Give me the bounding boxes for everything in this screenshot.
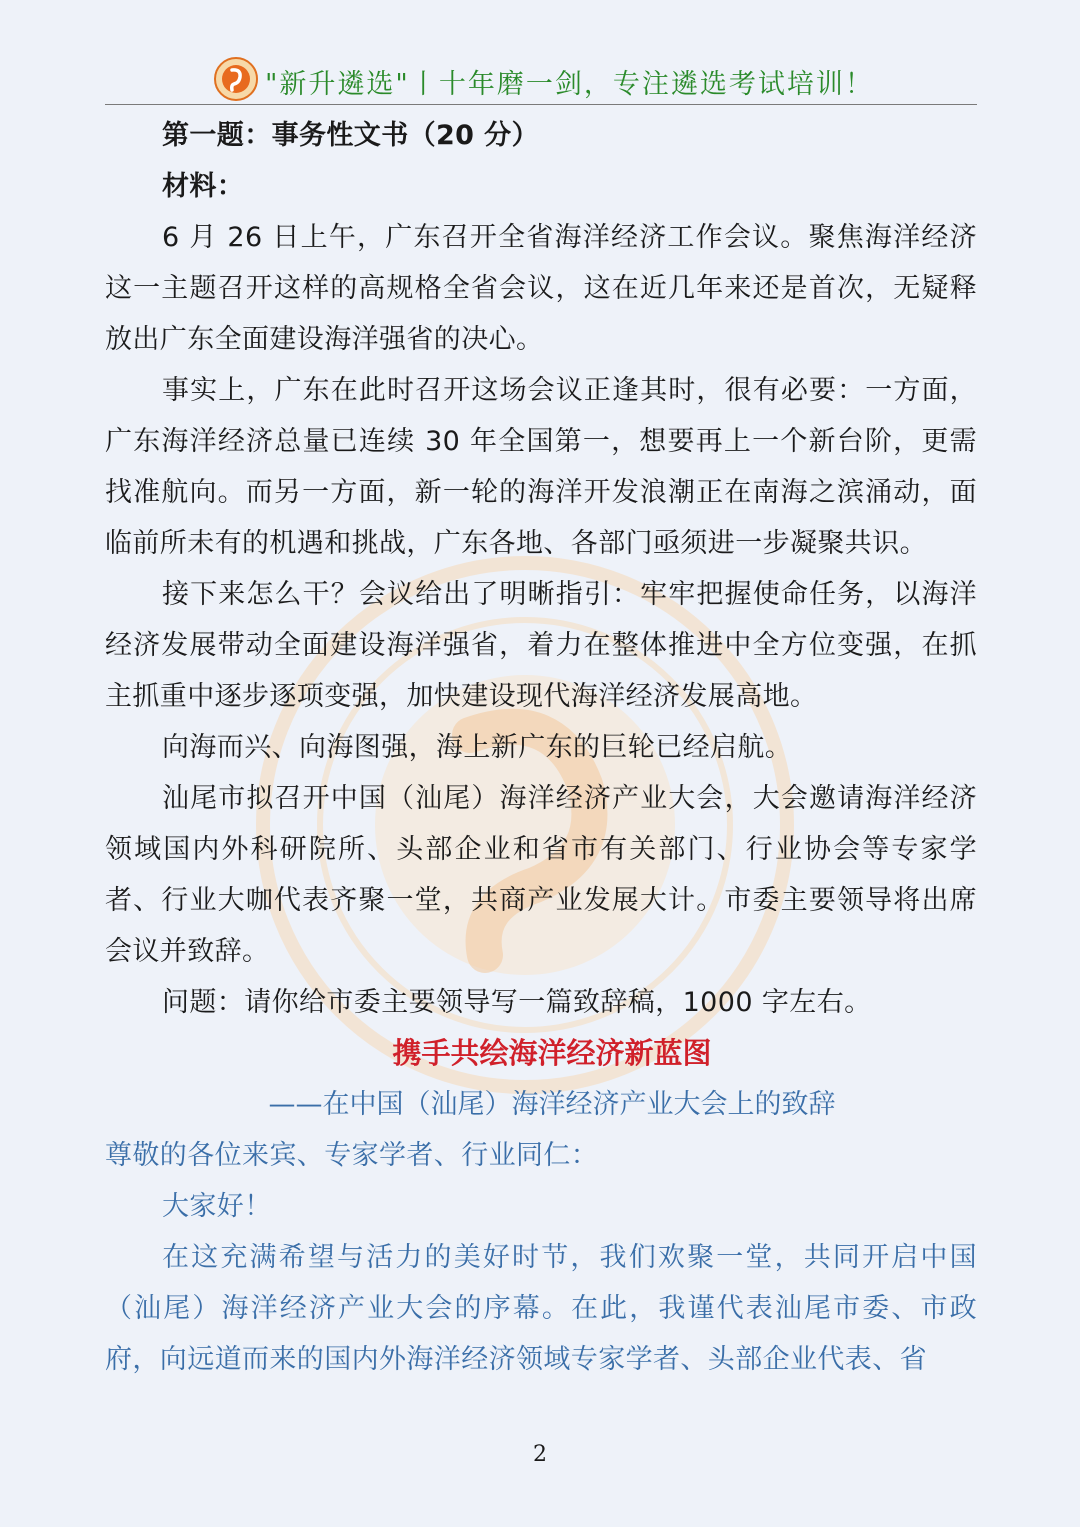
- answer-paragraph: 在这充满希望与活力的美好时节，我们欢聚一堂，共同开启中国（汕尾）海洋经济产业大会的序幕。在此，我谨代表汕尾市委、市政府，向远道而来的国内外海洋经济领域专家学者、头部企业代表、省: [105, 1242, 977, 1375]
- page-number: 2: [533, 1442, 547, 1467]
- material-label: 材料：: [162, 171, 245, 202]
- document-body: [105, 110, 977, 1385]
- answer-title: 携手共绘海洋经济新蓝图: [392, 1036, 712, 1070]
- page-header: [105, 54, 977, 105]
- header-slogan: "新升遴选"丨十年磨一剑，专注遴选考试培训！: [265, 69, 874, 100]
- answer-greeting: 大家好！: [162, 1191, 272, 1222]
- material-paragraph: 汕尾市拟召开中国（汕尾）海洋经济产业大会，大会邀请海洋经济领域国内外科研院所、头部企业和省市有关部门、行业协会等专家学者、行业大咖代表齐聚一堂，共商产业发展大计。市委主要领导将出席会议并致辞。: [105, 783, 977, 967]
- material-paragraph: 向海而兴、向海图强，海上新广东的巨轮已经启航。: [162, 732, 793, 763]
- answer-subtitle: ——在中国（汕尾）海洋经济产业大会上的致辞: [268, 1089, 836, 1120]
- answer-salutation: 尊敬的各位来宾、专家学者、行业同仁：: [105, 1140, 599, 1171]
- question-heading: 第一题：事务性文书（20 分）: [162, 120, 539, 151]
- material-paragraph: 接下来怎么干？会议给出了明晰指引：牢牢把握使命任务，以海洋经济发展带动全面建设海洋强省，着力在整体推进中全方位变强，在抓主抓重中逐步逐项变强，加快建设现代海洋经济发展高地。: [105, 579, 977, 712]
- question-prompt: 问题：请你给市委主要领导写一篇致辞稿，1000 字左右。: [162, 987, 872, 1018]
- material-paragraph: 事实上，广东在此时召开这场会议正逢其时，很有必要：一方面，广东海洋经济总量已连续 30 年全国第一，想要再上一个新台阶，更需找准航向。而另一方面，新一轮的海洋开发浪潮正在南海之滨涌动，面临前所未有的机遇和挑战，广东各地、各部门亟须进一步凝聚共识。: [105, 375, 977, 559]
- logo-icon: [213, 56, 259, 102]
- material-paragraph: 6 月 26 日上午，广东召开全省海洋经济工作会议。聚焦海洋经济这一主题召开这样的高规格全省会议，这在近几年来还是首次，无疑释放出广东全面建设海洋强省的决心。: [105, 222, 977, 355]
